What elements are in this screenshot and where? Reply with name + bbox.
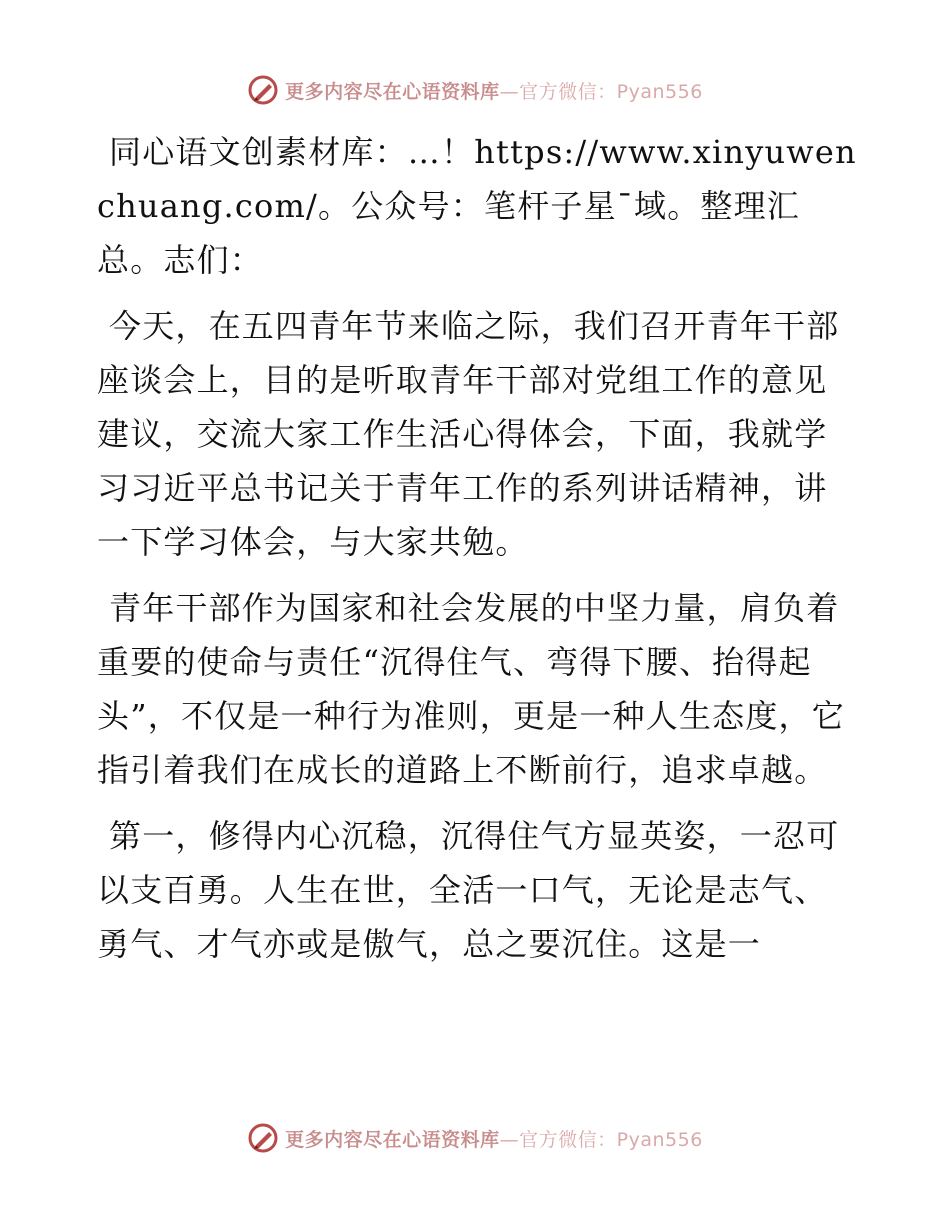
header-watermark-inner (247, 74, 703, 106)
footer-watermark-text (285, 1125, 703, 1152)
header-site-text: 更多内容尽在心语资料库 (285, 80, 500, 103)
header-wechat-text: 官方微信：Pyan556 (519, 80, 703, 103)
footer-wechat-text: 官方微信：Pyan556 (519, 1128, 703, 1151)
pen-logo-icon (247, 1122, 279, 1154)
paragraph-intro: 同心语文创素材库：…！https://www.xinyuwenchuang.com/。公众号：笔杆子星¯域。整理汇总。志们： (97, 133, 857, 279)
footer-watermark (0, 1118, 950, 1158)
footer-watermark-inner (247, 1122, 703, 1154)
paragraph-opening: 今天，在五四青年节来临之际，我们召开青年干部座谈会上，目的是听取青年干部对党组工作的意见建议，交流大家工作生活心得体会，下面，我就学习习近平总书记关于青年工作的系列讲话精神，讲一下学习体会，与大家共勉。 (97, 307, 840, 561)
paragraph-first-point: 第一，修得内心沉稳，沉得住气方显英姿，一忍可以支百勇。人生在世，全活一口气，无论是志气、勇气、才气亦或是傲气，总之要沉住。这是一 (97, 817, 840, 963)
footer-site-text: 更多内容尽在心语资料库 (285, 1128, 500, 1151)
header-separator: — (499, 80, 520, 103)
paragraph-youth-cadres: 青年干部作为国家和社会发展的中坚力量，肩负着重要的使命与责任“沉得住气、弯得下腰、抬得起头”，不仅是一种行为准则，更是一种人生态度，它指引着我们在成长的道路上不断前行，追求卓越。 (97, 589, 845, 789)
footer-separator: — (499, 1128, 520, 1151)
pen-logo-icon (247, 74, 279, 106)
header-watermark-text (285, 77, 703, 104)
header-watermark (0, 70, 950, 110)
document-body (97, 125, 857, 983)
